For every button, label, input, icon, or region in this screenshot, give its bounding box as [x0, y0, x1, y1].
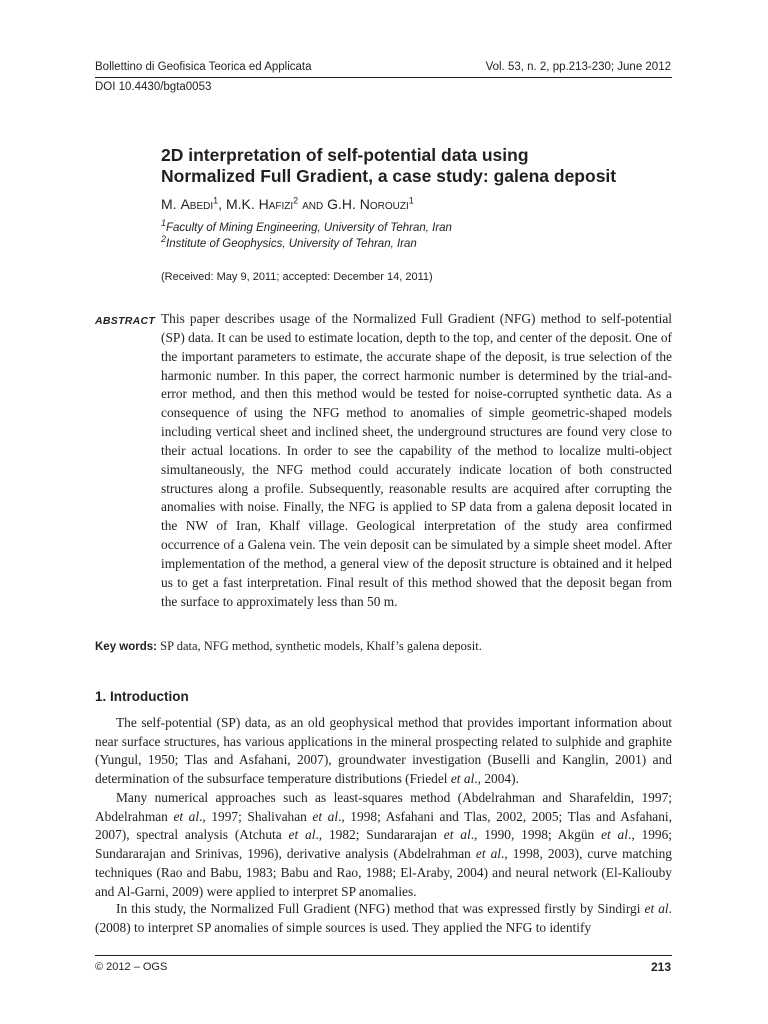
para2-text-1: Many numerical approaches such as least-squares method (Abdelrahman and Sharafeldin, 1997; Abdelrahman [95, 790, 672, 824]
author-separator: , [218, 196, 226, 212]
para1-text: The self-potential (SP) data, as an old geophysical method that provides important information about near surface structures, has various applications in the mineral prospecting related to sulphide and graphite (Yungul, 1950; Tlas and Asfahani, 2007), groundwater investigation (Buselli and Kanglin, 2001) and determination of the subsurface temperature distributions (Friedel [95, 715, 672, 787]
para3-text-2: . (2008) to interpret SP anomalies of simple sources is used. They applied the NFG to identify [95, 901, 672, 935]
para2-text-6: ., 1996; Sundararajan and Srinivas, 1996), derivative analysis (Abdelrahman [95, 827, 673, 862]
keywords-label: Key words: [95, 641, 157, 653]
para3-text-1: In this study, the Normalized Full Gradient (NFG) method that was expressed firstly by Sindirgi [116, 901, 645, 916]
para3-etal-1: et al [644, 901, 669, 916]
affiliation-2-marker: 2 [161, 234, 167, 245]
copyright: © 2012 – OGS [95, 961, 168, 973]
para2-etal-6: et al [475, 846, 501, 862]
author-conjunction: and [298, 196, 328, 212]
para1-etal: et al [450, 771, 475, 787]
para2-etal-1: et al [173, 808, 200, 824]
affiliation-2 [161, 234, 417, 250]
para2-text-4: ., 1982; Sundararajan [315, 827, 444, 843]
para2-etal-3: et al [288, 827, 316, 843]
title-line-1: 2D interpretation of self-potential data using [161, 145, 529, 165]
intro-paragraph-2 [95, 789, 672, 901]
keywords [95, 639, 672, 654]
author-list [161, 196, 414, 212]
intro-paragraph-3 [95, 900, 672, 937]
received-dates: (Received: May 9, 2011; accepted: December 14, 2011) [161, 271, 433, 283]
author-1-initial: M. [161, 196, 181, 212]
page-number: 213 [650, 960, 671, 974]
journal-name: Bollettino di Geofisica Teorica ed Applicata [95, 61, 312, 73]
intro-paragraph-1 [95, 714, 672, 789]
author-2-name: Hafizi [258, 196, 294, 212]
doi: DOI 10.4430/bgta0053 [95, 81, 212, 93]
author-3-initial: G.H. [327, 196, 360, 212]
abstract-label: ABSTRACT [95, 315, 156, 327]
footer-rule [95, 955, 672, 956]
section-heading-introduction: 1. Introduction [95, 689, 189, 704]
para2-text-7: ., 1998, 2003), curve matching techniques (Rao and Babu, 1983; Babu and Rao, 1988; El-Araby, 2004) and neural network (El-Kaliouby and Al-Garni, 2009) were applied to interpret SP anomalies. [95, 846, 672, 899]
volume-info: Vol. 53, n. 2, pp.213-230; June 2012 [485, 61, 671, 73]
header-rule [95, 77, 672, 78]
para2-etal-2: et al [312, 808, 339, 824]
affiliation-1-text: Faculty of Mining Engineering, University of Tehran, Iran [166, 222, 452, 234]
affiliation-1 [161, 218, 452, 234]
para2-text-2: ., 1997; Shalivahan [199, 808, 313, 824]
affiliation-1-marker: 1 [161, 218, 167, 229]
affiliation-2-text: Institute of Geophysics, University of Tehran, Iran [166, 238, 417, 250]
para2-text-3: ., 1998; Asfahani and Tlas, 2002, 2005; Tlas and Asfahani, 2007), spectral analysis (Atchuta [95, 808, 672, 843]
para2-text-5: ., 1990, 1998; Akgün [470, 827, 602, 843]
author-1-affiliation: 1 [213, 195, 219, 206]
author-2-affiliation: 2 [293, 195, 299, 206]
keywords-text: SP data, NFG method, synthetic models, Khalf’s galena deposit. [157, 639, 482, 653]
title-line-2: Normalized Full Gradient, a case study: galena deposit [161, 166, 617, 186]
author-3-affiliation: 1 [408, 195, 414, 206]
author-2-initial: M.K. [225, 196, 259, 212]
para1-end: ., 2004). [474, 771, 519, 787]
paper-title [161, 145, 681, 187]
abstract-text: This paper describes usage of the Normalized Full Gradient (NFG) method to self-potential (SP) data. It can be used to estimate location, depth to the top, and center of the deposit. One of the important parameters to estimate, the accurate shape of the deposit, is true selection of the harmonic number. In this paper, the correct harmonic number is determined by the trial-and-error method, and then this method would be tested for noise-corrupted synthetic data. As a consequence of using the NFG method to anomalies of simple geometric-shaped models including vertical sheet and inclined sheet, the underground structures are found very close to their actual locations. In order to see the capability of the method to localize multi-object simultaneously, the NFG method could accurately indicate location of both constructed structures along a profile. Subsequently, reasonable results are acquired after corrupting the anomalies with noise. Finally, the NFG is applied to SP data from a galena deposit located in the NW of Iran, Khalf village. Geological interpretation of the study area confirmed occurrence of a Galena vein. The vein deposit can be simulated by a simple sheet model. After implementation of the method, a general view of the deposit structure is obtained and it helped us to get a fast interpretation. Final result of this method showed that the deposit began from the surface to approximately less than 50 m. [161, 311, 672, 609]
author-3-name: Norouzi [359, 196, 409, 212]
author-1-name: Abedi [180, 196, 214, 212]
para2-etal-5: et al [601, 827, 628, 843]
para2-etal-4: et al [443, 827, 471, 843]
